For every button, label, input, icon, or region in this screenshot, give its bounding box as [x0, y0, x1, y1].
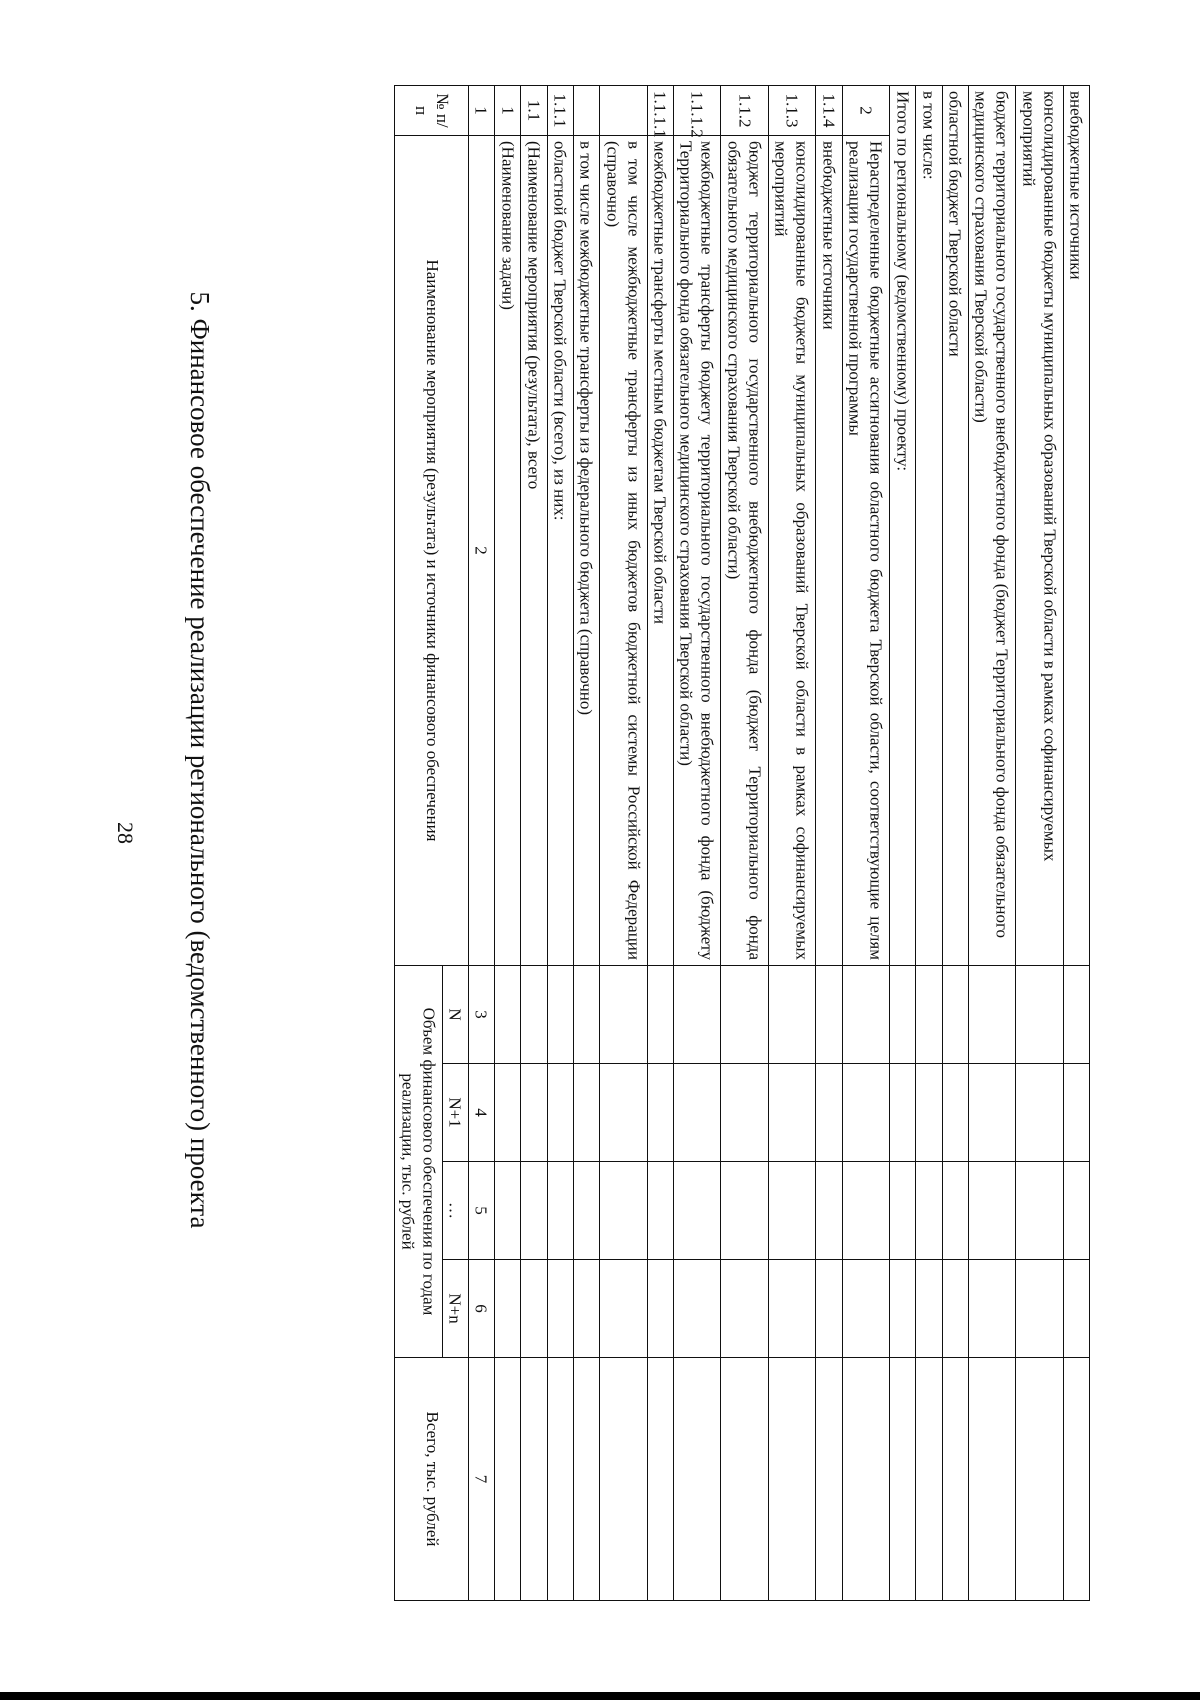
row-name: межбюджетные трансферты местным бюджетам Тверской области — [647, 136, 673, 966]
row-name: межбюджетные трансферты бюджету территориального государственного внебюджетного фонда (бюджету Территориального фонда обязательного медицинского страхования Тверской области) — [673, 136, 721, 966]
header-num: № п/п — [395, 86, 469, 136]
row-num: 1.1.2 — [721, 86, 769, 136]
value-cell — [521, 1162, 547, 1260]
row-num: 1.1.3 — [768, 86, 816, 136]
value-cell — [600, 1260, 648, 1358]
value-cell — [842, 1358, 890, 1601]
value-cell — [573, 1358, 599, 1601]
financing-table — [394, 85, 1090, 1601]
value-cell — [573, 1064, 599, 1162]
summary-row — [942, 86, 968, 1601]
value-cell — [916, 1358, 942, 1601]
value-cell — [816, 1358, 842, 1601]
value-cell — [521, 966, 547, 1064]
value-cell — [842, 1260, 890, 1358]
value-cell — [521, 1358, 547, 1601]
col-numbers-row — [468, 86, 494, 1601]
header-name: Наименование мероприятия (результата) и источники финансового обеспечения — [395, 136, 469, 966]
row-name: бюджет территориального государственного внебюджетного фонда (бюджет Территориального фонда обязательного медицинского страхования Тверской области) — [721, 136, 769, 966]
table-row — [547, 86, 573, 1601]
value-cell — [768, 1162, 816, 1260]
value-cell — [721, 1260, 769, 1358]
row-num — [600, 86, 648, 136]
value-cell — [1016, 1162, 1064, 1260]
value-cell — [816, 1260, 842, 1358]
row-name: (Наименование мероприятия (результата), всего — [521, 136, 547, 966]
row-name: (Наименование задачи) — [495, 136, 521, 966]
value-cell — [1016, 1260, 1064, 1358]
value-cell — [495, 1162, 521, 1260]
value-cell — [1016, 1358, 1064, 1601]
value-cell — [816, 1064, 842, 1162]
row-name: в том числе межбюджетные трансферты из иных бюджетов бюджетной системы Российской Федерации (справочно) — [600, 136, 648, 966]
value-cell — [968, 1358, 1016, 1601]
value-cell — [916, 1260, 942, 1358]
year-col: … — [442, 1162, 468, 1260]
year-col: N — [442, 966, 468, 1064]
value-cell — [547, 1260, 573, 1358]
value-cell — [942, 966, 968, 1064]
value-cell — [842, 966, 890, 1064]
row-num: 2 — [842, 86, 890, 136]
table-body — [495, 86, 890, 1601]
header-row — [395, 86, 443, 1601]
table-row — [768, 86, 816, 1601]
value-cell — [573, 1260, 599, 1358]
year-col: N+n — [442, 1260, 468, 1358]
table-row — [842, 86, 890, 1601]
year-col: N+1 — [442, 1064, 468, 1162]
summary-row — [916, 86, 942, 1601]
col-number: 6 — [468, 1260, 494, 1358]
table-row — [521, 86, 547, 1601]
table-row — [647, 86, 673, 1601]
col-number: 4 — [468, 1064, 494, 1162]
summary-label: Итого по региональному (ведомственному) проекту: — [890, 86, 916, 966]
section-title: 5. Финансовое обеспечение реализации регионального (ведомственного) проекта — [185, 291, 215, 1229]
value-cell — [600, 966, 648, 1064]
table-row — [495, 86, 521, 1601]
table-row — [816, 86, 842, 1601]
summary-label: консолидированные бюджеты муниципальных образований Тверской области в рамках софинансируемых мероприятий — [1016, 86, 1064, 966]
col-number: 3 — [468, 966, 494, 1064]
value-cell — [968, 1260, 1016, 1358]
value-cell — [768, 1358, 816, 1601]
value-cell — [768, 1064, 816, 1162]
row-name: Нераспределенные бюджетные ассигнования областного бюджета Тверской области, соответствующие целям реализации государственной программы — [842, 136, 890, 966]
value-cell — [547, 1064, 573, 1162]
value-cell — [573, 966, 599, 1064]
value-cell — [573, 1162, 599, 1260]
summary-row — [968, 86, 1016, 1601]
table-row — [573, 86, 599, 1601]
value-cell — [768, 966, 816, 1064]
value-cell — [942, 1358, 968, 1601]
value-cell — [495, 1260, 521, 1358]
value-cell — [890, 966, 916, 1064]
value-cell — [890, 1358, 916, 1601]
value-cell — [942, 1064, 968, 1162]
value-cell — [547, 1358, 573, 1601]
row-num: 1.1.1 — [547, 86, 573, 136]
value-cell — [1063, 1260, 1089, 1358]
value-cell — [842, 1162, 890, 1260]
value-cell — [1063, 966, 1089, 1064]
value-cell — [600, 1162, 648, 1260]
summary-row — [1063, 86, 1089, 1601]
value-cell — [673, 1162, 721, 1260]
header-volume: Объем финансового обеспечения по годам реализации, тыс. рублей — [395, 966, 443, 1358]
row-name: в том числе межбюджетные трансферты из федерального бюджета (справочно) — [573, 136, 599, 966]
value-cell — [1063, 1162, 1089, 1260]
row-num — [573, 86, 599, 136]
header-total: Всего, тыс. рублей — [395, 1358, 469, 1601]
table-row — [600, 86, 648, 1601]
col-number: 5 — [468, 1162, 494, 1260]
value-cell — [768, 1260, 816, 1358]
value-cell — [495, 966, 521, 1064]
col-number: 1 — [468, 86, 494, 136]
value-cell — [721, 1064, 769, 1162]
value-cell — [1063, 1358, 1089, 1601]
value-cell — [816, 1162, 842, 1260]
value-cell — [673, 1064, 721, 1162]
value-cell — [721, 966, 769, 1064]
value-cell — [916, 1162, 942, 1260]
row-name: консолидированные бюджеты муниципальных образований Тверской области в рамках софинансируемых мероприятий — [768, 136, 816, 966]
value-cell — [647, 1162, 673, 1260]
value-cell — [647, 1358, 673, 1601]
value-cell — [1016, 966, 1064, 1064]
summary-body — [890, 86, 1090, 1601]
value-cell — [721, 1162, 769, 1260]
value-cell — [600, 1064, 648, 1162]
value-cell — [942, 1162, 968, 1260]
summary-row — [1016, 86, 1064, 1601]
row-num: 1.1.1.2 — [673, 86, 721, 136]
col-number: 7 — [468, 1358, 494, 1601]
value-cell — [890, 1162, 916, 1260]
value-cell — [495, 1358, 521, 1601]
value-cell — [600, 1358, 648, 1601]
row-name: областной бюджет Тверской области (всего), из них: — [547, 136, 573, 966]
value-cell — [968, 966, 1016, 1064]
value-cell — [842, 1064, 890, 1162]
value-cell — [916, 1064, 942, 1162]
value-cell — [521, 1260, 547, 1358]
value-cell — [495, 1064, 521, 1162]
value-cell — [890, 1260, 916, 1358]
summary-row — [890, 86, 916, 1601]
value-cell — [942, 1260, 968, 1358]
summary-label: бюджет территориального государственного внебюджетного фонда (бюджет Территориального фонда обязательного медицинского страхования Тверской области) — [968, 86, 1016, 966]
row-num: 1.1.1.1 — [647, 86, 673, 136]
table-row — [673, 86, 721, 1601]
value-cell — [968, 1064, 1016, 1162]
value-cell — [1063, 1064, 1089, 1162]
row-num: 1 — [495, 86, 521, 136]
value-cell — [721, 1358, 769, 1601]
value-cell — [647, 1064, 673, 1162]
value-cell — [673, 1358, 721, 1601]
value-cell — [521, 1064, 547, 1162]
value-cell — [647, 966, 673, 1064]
value-cell — [916, 966, 942, 1064]
summary-label: областной бюджет Тверской области — [942, 86, 968, 966]
value-cell — [647, 1260, 673, 1358]
value-cell — [547, 1162, 573, 1260]
summary-label: внебюджетные источники — [1063, 86, 1089, 966]
table-row — [721, 86, 769, 1601]
col-number: 2 — [468, 136, 494, 966]
page-number: 28 — [113, 822, 138, 844]
value-cell — [1016, 1064, 1064, 1162]
value-cell — [673, 966, 721, 1064]
value-cell — [673, 1260, 721, 1358]
row-num: 1.1 — [521, 86, 547, 136]
value-cell — [968, 1162, 1016, 1260]
summary-label: в том числе: — [916, 86, 942, 966]
value-cell — [816, 966, 842, 1064]
row-name: внебюджетные источники — [816, 136, 842, 966]
row-num: 1.1.4 — [816, 86, 842, 136]
value-cell — [890, 1064, 916, 1162]
value-cell — [547, 966, 573, 1064]
